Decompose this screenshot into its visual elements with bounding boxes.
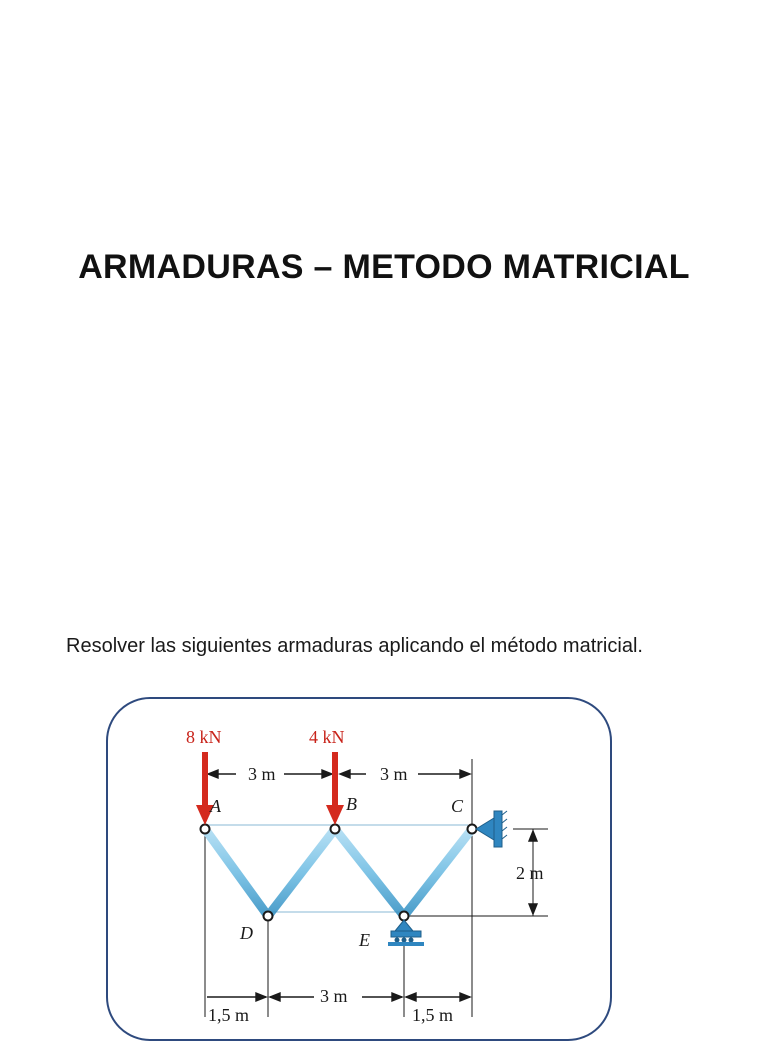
dim-top-left: 3 m <box>248 764 276 784</box>
slide-body-text: Resolver las siguientes armaduras aplicando el método matricial. <box>66 635 643 657</box>
dim-bottom-right: 1,5 m <box>412 1005 454 1025</box>
member-db <box>268 829 335 916</box>
dim-bottom-left: 1,5 m <box>208 1005 250 1025</box>
joint-b <box>331 825 340 834</box>
member-ec <box>404 829 472 916</box>
joint-d <box>264 912 273 921</box>
load-label-a: 8 kN <box>186 727 222 747</box>
node-label-d: D <box>240 923 253 943</box>
load-label-b: 4 kN <box>309 727 345 747</box>
roller-support-e <box>388 920 424 946</box>
dim-bottom-mid: 3 m <box>320 986 348 1006</box>
slide-title: ARMADURAS – METODO MATRICIAL <box>78 248 690 286</box>
node-label-a: A <box>210 796 221 816</box>
node-label-e: E <box>359 930 370 950</box>
member-ad <box>205 829 268 916</box>
truss-figure <box>106 697 612 1041</box>
pin-support-c <box>476 811 507 847</box>
dim-top-right: 3 m <box>380 764 408 784</box>
joint-e <box>400 912 409 921</box>
dim-height: 2 m <box>516 863 544 883</box>
joint-a <box>201 825 210 834</box>
truss-members <box>205 829 472 916</box>
truss-diagram <box>108 699 610 1039</box>
member-be <box>335 829 404 916</box>
node-label-c: C <box>451 796 464 816</box>
node-label-b: B <box>346 794 357 814</box>
load-arrow-b <box>326 752 344 825</box>
